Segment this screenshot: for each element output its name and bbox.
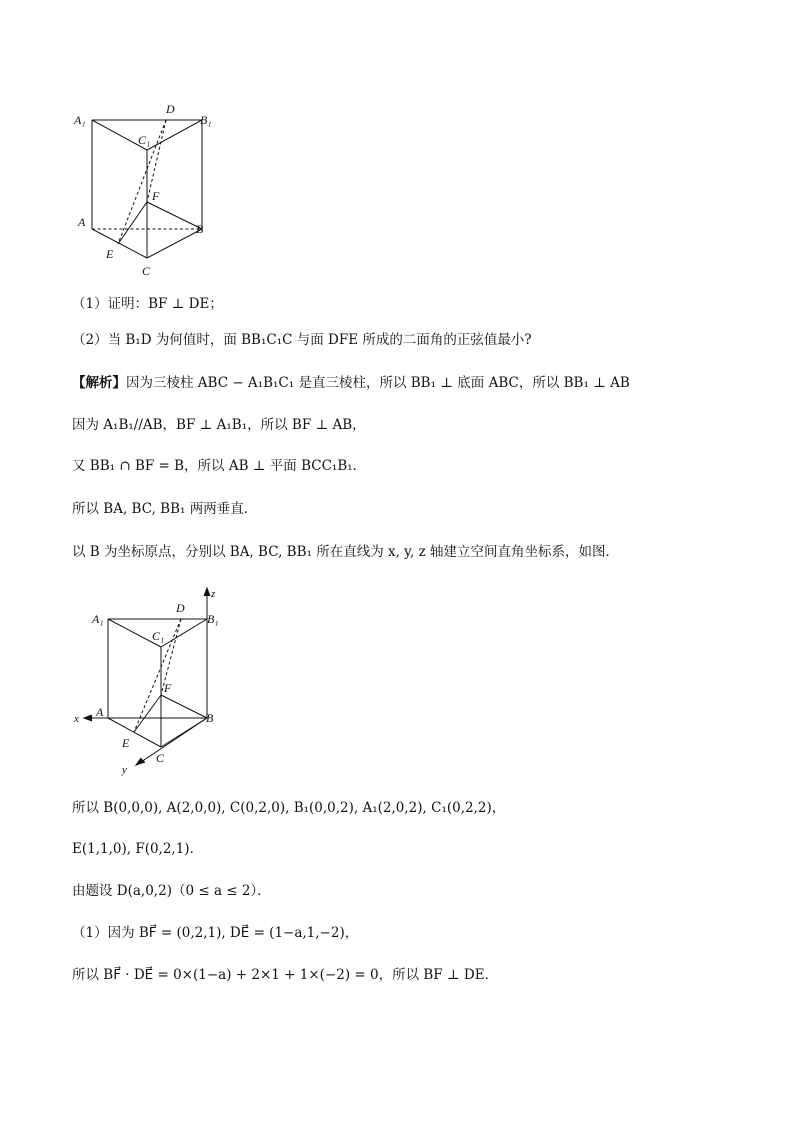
label-c1: C₁ [152, 629, 165, 643]
vector-line-2: 所以 BF⃗ · DE⃗ = 0×(1−a) + 2×1 + 1×(−2) = 0，所以 BF ⊥ DE． [72, 967, 499, 983]
label-a1: A₁ [74, 113, 86, 127]
label-b1: B₁ [207, 612, 219, 626]
label-z-axis: z [211, 588, 216, 600]
label-x-axis: x [74, 713, 79, 725]
label-e: E [122, 736, 130, 750]
label-a: A [96, 705, 104, 719]
label-a: A [78, 215, 86, 229]
y-axis-arrow [136, 758, 145, 765]
segment-f-b [161, 695, 207, 718]
coordinates-line-1: 所以 B(0,0,0), A(2,0,0), C(0,2,0), B₁(0,0,2), A₁(2,0,2), C₁(0,2,2)， [72, 800, 506, 816]
label-b: B [206, 711, 214, 725]
label-b1: B₁ [200, 113, 212, 127]
edge-c1-b1 [147, 120, 202, 150]
question-1: （1）证明：BF ⊥ DE； [72, 296, 223, 312]
label-c: C [142, 264, 151, 278]
solution-line-1 [72, 373, 630, 393]
edge-a-c [92, 229, 147, 258]
segment-e-f [118, 202, 147, 244]
label-c: C [156, 751, 165, 765]
label-e: E [106, 247, 114, 261]
label-y-axis: y [122, 764, 127, 776]
solution-tag: 【解析】 [72, 375, 126, 391]
vector-line-1: （1）因为 BF⃗ = (0,2,1), DE⃗ = (1−a,1,−2)， [72, 925, 359, 941]
solution-line-2: 因为 A₁B₁//AB，BF ⊥ A₁B₁，所以 BF ⊥ AB， [72, 417, 366, 433]
label-d: D [166, 102, 175, 116]
label-a1: A₁ [92, 612, 104, 626]
edge-b-c [147, 229, 202, 258]
edge-a-c [108, 718, 161, 747]
solution-line-1-text: 因为三棱柱 ABC − A₁B₁C₁ 是直三棱柱，所以 BB₁ ⊥ 底面 ABC，所以 BB₁ ⊥ AB [126, 375, 630, 391]
solution-line-5: 以 B 为坐标原点，分别以 BA, BC, BB₁ 所在直线为 x, y, z 轴建立空间直角坐标系，如图． [72, 544, 619, 560]
prism-axes-figure [68, 584, 243, 779]
edge-b-c [161, 718, 207, 747]
segment-f-b [147, 202, 202, 229]
edge-c1-b1 [161, 619, 207, 647]
label-b: B [196, 222, 204, 236]
prism-figure [70, 98, 230, 283]
label-c1: C₁ [138, 133, 151, 147]
label-f: F [152, 189, 160, 203]
label-f: F [164, 681, 172, 695]
coordinates-line-2: E(1,1,0), F(0,2,1)． [72, 841, 204, 857]
solution-line-4: 所以 BA, BC, BB₁ 两两垂直． [72, 501, 258, 517]
set-d-line: 由题设 D(a,0,2)（0 ≤ a ≤ 2）． [72, 883, 271, 899]
question-2: （2）当 B₁D 为何值时，面 BB₁C₁C 与面 DFE 所成的二面角的正弦值最小? [72, 332, 532, 348]
x-axis-arrow [84, 715, 92, 721]
z-axis-arrow [204, 588, 210, 596]
label-d: D [176, 601, 185, 615]
solution-line-3: 又 BB₁ ∩ BF = B，所以 AB ⊥ 平面 BCC₁B₁． [72, 458, 367, 474]
